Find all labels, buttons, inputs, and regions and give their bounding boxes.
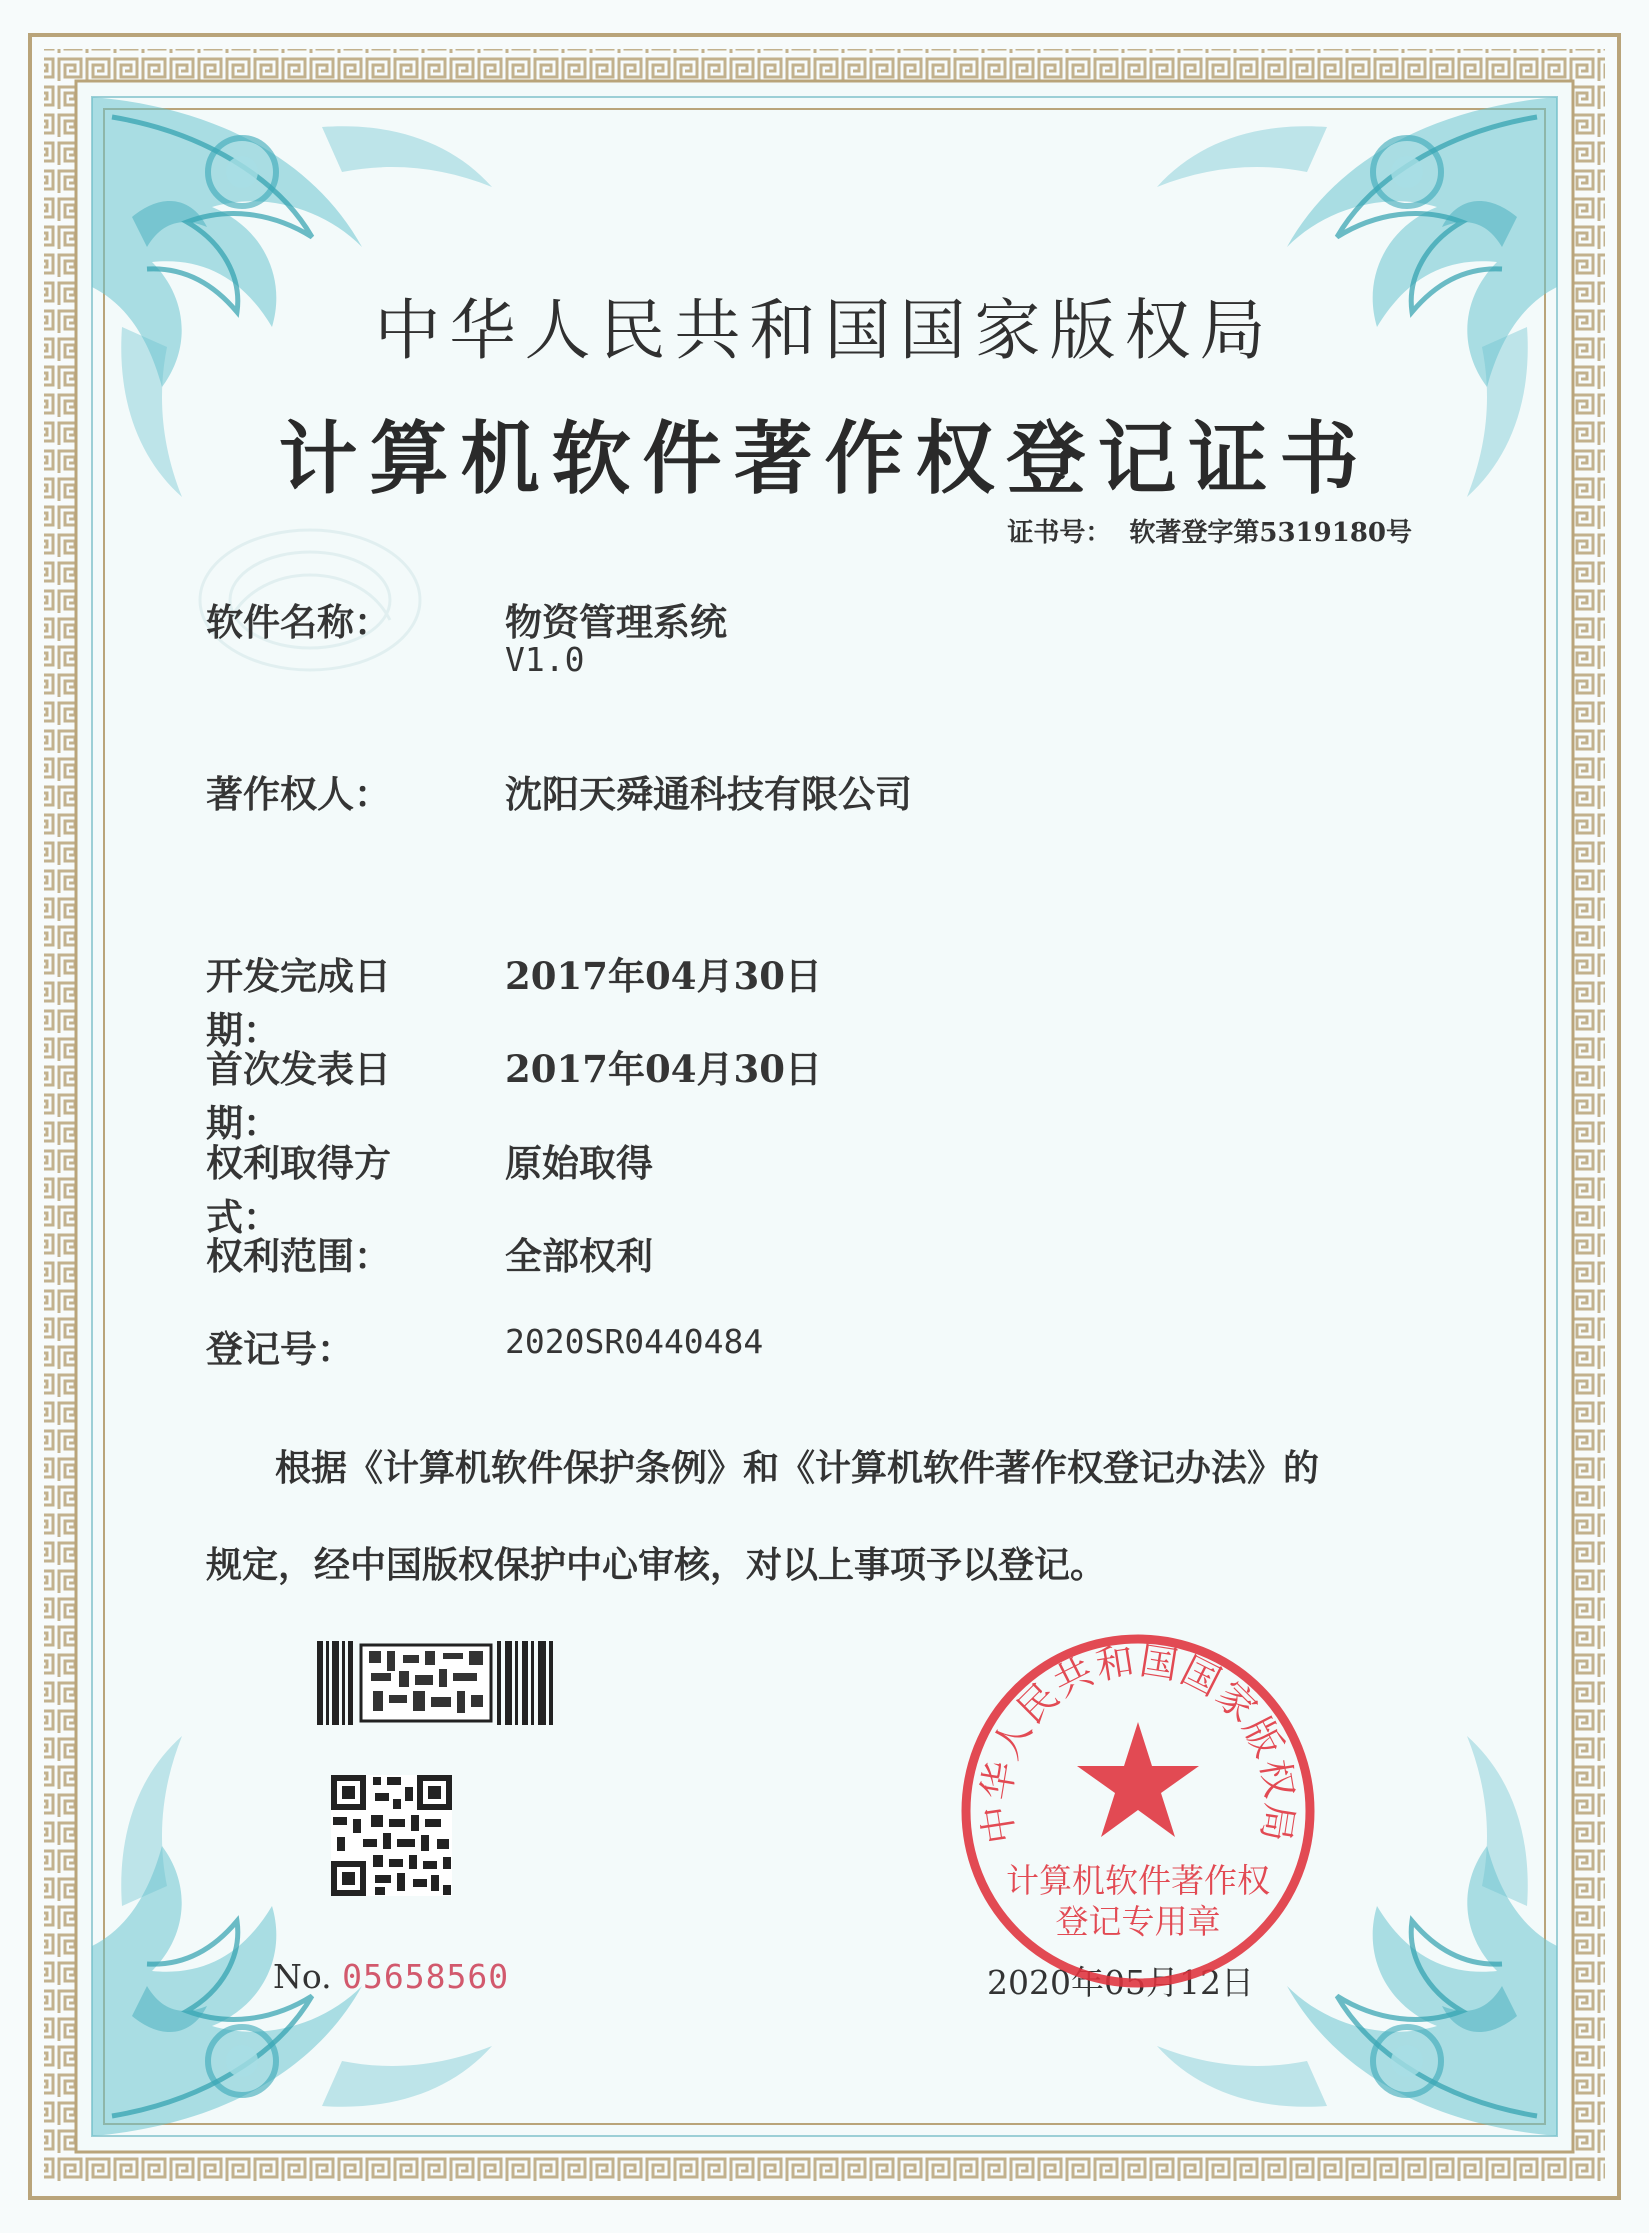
field-label-acquisition-method (206, 1133, 464, 1241)
certificate-title: 计算机软件著作权登记证书 (278, 412, 1371, 505)
field-value-first-publication-date: 2017年04月30日 (505, 1047, 822, 1091)
serial-number-prefix: No. (273, 1957, 332, 1996)
serial-number-value: 05658560 (342, 1957, 510, 1996)
label-text: 权利取得方式： (206, 1141, 391, 1239)
field-label-first-publication-date (206, 1039, 464, 1147)
seal-inner-line-1: 计算机软件著作权 (1006, 1861, 1270, 1900)
field-value-copyright-owner: 沈阳天舜通科技有限公司 (505, 772, 912, 816)
field-label-copyright-owner (206, 764, 464, 818)
field-value-completion-date: 2017年04月30日 (505, 954, 822, 998)
label-text: 权利范围： (206, 1234, 391, 1278)
field-value-rights-scope: 全部权利 (505, 1234, 653, 1278)
field-value-acquisition-method: 原始取得 (505, 1141, 653, 1185)
official-seal (957, 1630, 1319, 1992)
issuing-authority: 中华人民共和国国家版权局 (374, 292, 1275, 369)
seal-ring-text: 中华人民共和国国家版权局 (973, 1638, 1303, 1847)
field-label-software-name (206, 592, 464, 646)
certificate-number (1007, 512, 1412, 549)
issue-date: 2020年05月12日 (987, 1963, 1254, 2002)
certificate-number-value: 软著登字第5319180号 (1129, 518, 1412, 548)
label-text: 著作权人： (206, 772, 391, 816)
star-icon (1077, 1722, 1199, 1837)
label-text: 软件名称： (206, 600, 391, 644)
label-text: 首次发表日期： (206, 1047, 391, 1145)
barcode-icon (317, 1641, 553, 1725)
qr-code-icon (331, 1775, 452, 1896)
field-label-registration-number (206, 1319, 464, 1373)
field-label-completion-date (206, 946, 464, 1054)
field-value-software-version: V1.0 (505, 640, 585, 679)
certificate-number-label: 证书号： (1007, 518, 1112, 548)
statement-line-2: 规定，经中国版权保护中心审核，对以上事项予以登记。 (206, 1544, 1107, 1586)
field-value-software-name: 物资管理系统 (505, 600, 727, 644)
seal-inner-line-2: 登记专用章 (1055, 1902, 1221, 1941)
field-value-registration-number: 2020SR0440484 (505, 1322, 764, 1361)
label-text: 登记号： (206, 1327, 354, 1371)
label-text: 开发完成日期： (206, 954, 391, 1052)
statement-line-1: 根据《计算机软件保护条例》和《计算机软件著作权登记办法》的 (275, 1447, 1320, 1489)
field-label-rights-scope (206, 1226, 464, 1280)
serial-number (273, 1957, 509, 1996)
